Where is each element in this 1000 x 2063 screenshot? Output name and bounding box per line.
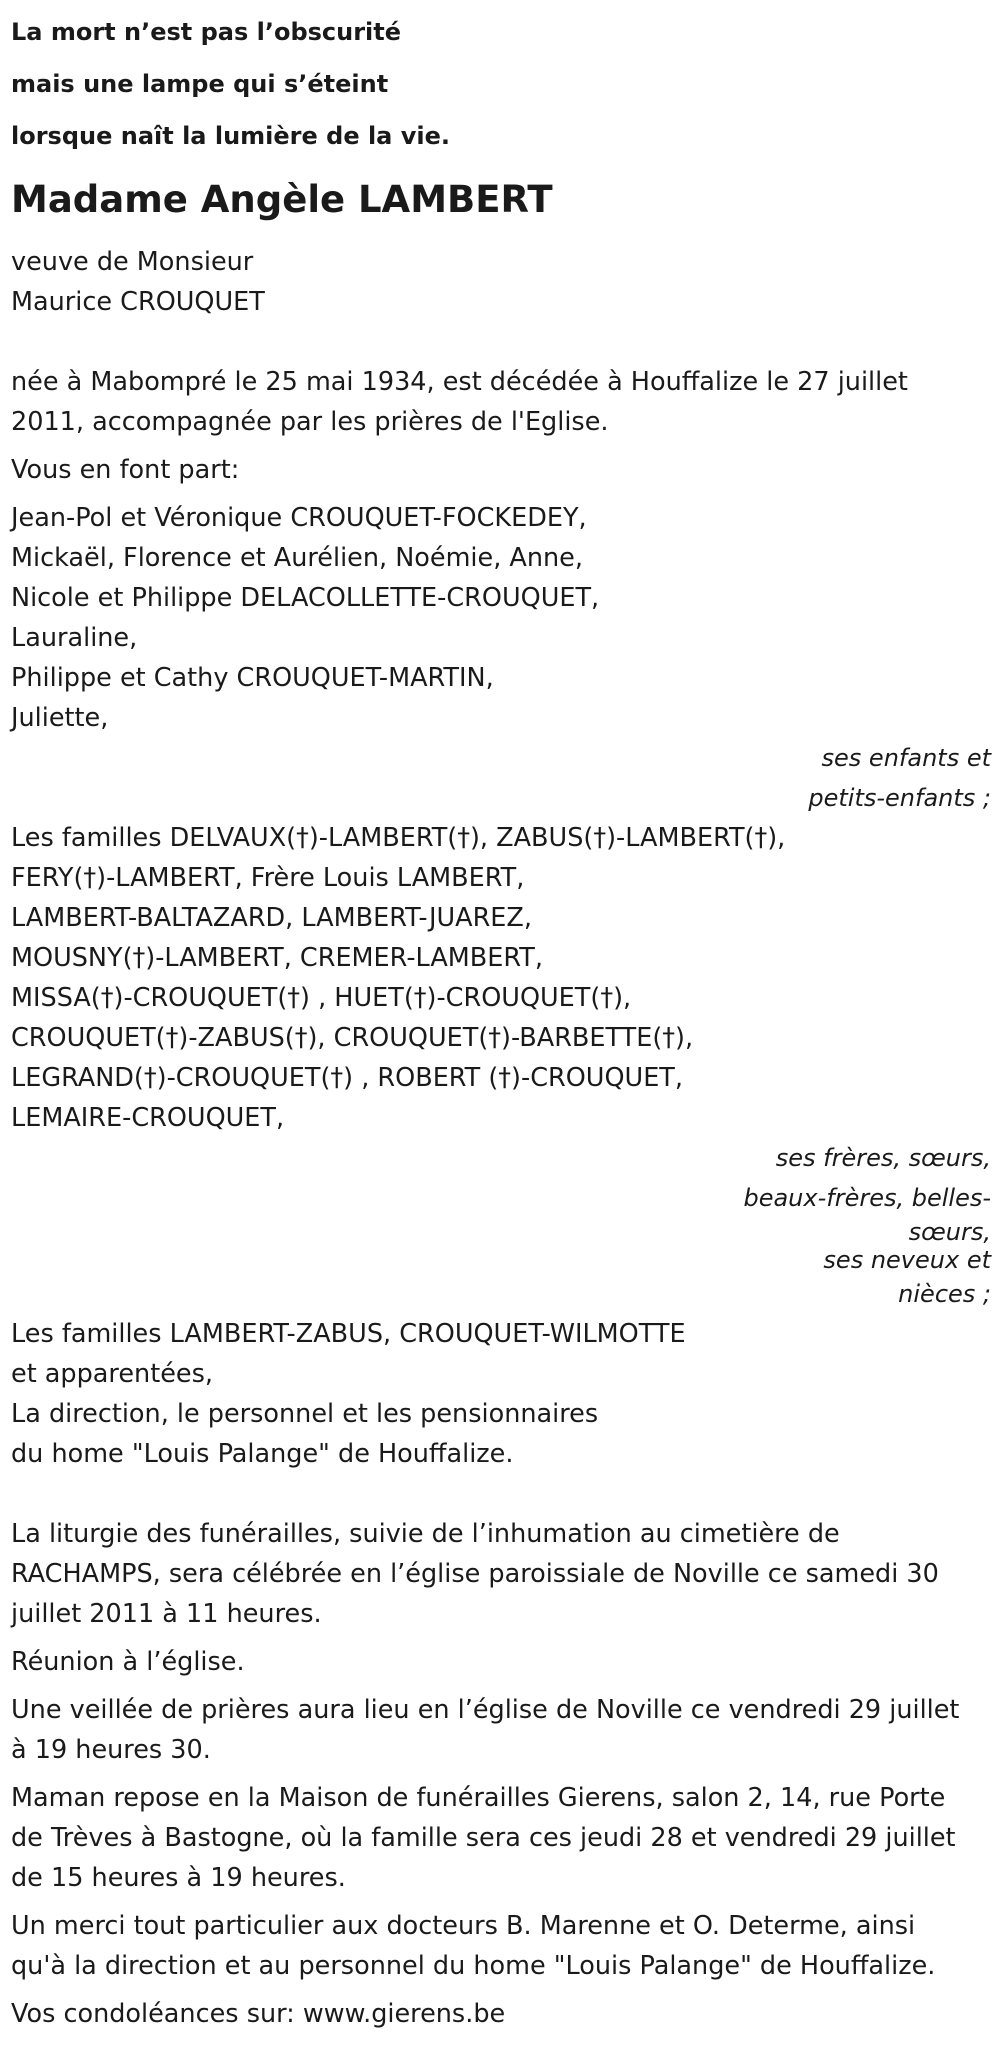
list-item: LAMBERT-BALTAZARD, LAMBERT-JUAREZ, — [11, 903, 532, 933]
poem-line: mais une lampe qui s’éteint — [11, 70, 389, 98]
birth-death-paragraph — [11, 362, 991, 442]
text-line: de Trèves à Bastogne, où la famille sera ces jeudi 28 et vendredi 29 juillet — [11, 1823, 956, 1853]
list-item: CROUQUET(†)-ZABUS(†), CROUQUET(†)-BARBETTE(†), — [11, 1023, 694, 1053]
obituary-notice — [11, 0, 991, 2034]
condolences-line: Vos condoléances sur: www.gierens.be — [11, 1999, 506, 2029]
list-item: MOUSNY(†)-LAMBERT, CREMER-LAMBERT, — [11, 943, 543, 973]
list-item: Jean-Pol et Véronique CROUQUET-FOCKEDEY, — [11, 503, 587, 533]
opening-poem — [11, 6, 991, 162]
role-line: petits-enfants ; — [808, 784, 991, 812]
list-item: Les familles LAMBERT-ZABUS, CROUQUET-WILMOTTE — [11, 1319, 686, 1349]
meeting-note: Réunion à l’église. — [11, 1647, 245, 1677]
nephews-role — [11, 1246, 991, 1314]
text-line: née à Mabompré le 25 mai 1934, est décédée à Houffalize le 27 juillet — [11, 367, 908, 397]
list-item: Nicole et Philippe DELACOLLETTE-CROUQUET, — [11, 583, 600, 613]
role-line: ses frères, sœurs, — [775, 1144, 991, 1172]
poem-line: La mort n’est pas l’obscurité — [11, 18, 402, 46]
siblings-role — [11, 1138, 991, 1246]
text-line: Maurice CROUQUET — [11, 287, 265, 317]
list-item: et apparentées, — [11, 1359, 213, 1389]
text-line: RACHAMPS, sera célébrée en l’église paroissiale de Noville ce samedi 30 — [11, 1559, 939, 1589]
others-list — [11, 1314, 991, 1474]
rest-paragraph — [11, 1778, 991, 1898]
children-role — [11, 738, 991, 818]
role-line: ses neveux et — [823, 1246, 991, 1274]
role-line: ses enfants et — [821, 744, 991, 772]
text-line: qu'à la direction et au personnel du home "Louis Palange" de Houffalize. — [11, 1951, 936, 1981]
text-line: juillet 2011 à 11 heures. — [11, 1599, 322, 1629]
deceased-name: Madame Angèle LAMBERT — [11, 178, 553, 221]
text-line: veuve de Monsieur — [11, 247, 254, 277]
text-line: Une veillée de prières aura lieu en l’église de Noville ce vendredi 29 juillet — [11, 1695, 960, 1725]
list-item: Lauraline, — [11, 623, 138, 653]
text-line: de 15 heures à 19 heures. — [11, 1863, 346, 1893]
role-line: beaux-frères, belles- — [743, 1184, 991, 1212]
role-line: nièces ; — [898, 1280, 991, 1308]
vigil-paragraph — [11, 1690, 991, 1770]
text-line: à 19 heures 30. — [11, 1735, 211, 1765]
list-item: Philippe et Cathy CROUQUET-MARTIN, — [11, 663, 494, 693]
list-item: Les familles DELVAUX(†)-LAMBERT(†), ZABUS(†)-LAMBERT(†), — [11, 823, 786, 853]
list-item: MISSA(†)-CROUQUET(†) , HUET(†)-CROUQUET(†), — [11, 983, 632, 1013]
list-item: LEMAIRE-CROUQUET, — [11, 1103, 285, 1133]
widow-of — [11, 242, 991, 322]
children-list — [11, 498, 991, 738]
funeral-paragraph — [11, 1514, 991, 1634]
role-line: sœurs, — [908, 1218, 991, 1246]
list-item: FERY(†)-LAMBERT, Frère Louis LAMBERT, — [11, 863, 525, 893]
announcement: Vous en font part: — [11, 455, 240, 485]
list-item: Mickaël, Florence et Aurélien, Noémie, Anne, — [11, 543, 583, 573]
text-line: 2011, accompagnée par les prières de l'Eglise. — [11, 407, 609, 437]
text-line: La liturgie des funérailles, suivie de l’inhumation au cimetière de — [11, 1519, 840, 1549]
list-item: LEGRAND(†)-CROUQUET(†) , ROBERT (†)-CROUQUET, — [11, 1063, 683, 1093]
list-item: La direction, le personnel et les pensionnaires — [11, 1399, 599, 1429]
families-list — [11, 818, 991, 1138]
list-item: Juliette, — [11, 703, 109, 733]
text-line: Maman repose en la Maison de funérailles Gierens, salon 2, 14, rue Porte — [11, 1783, 946, 1813]
poem-line: lorsque naît la lumière de la vie. — [11, 122, 450, 150]
list-item: du home "Louis Palange" de Houffalize. — [11, 1439, 514, 1469]
text-line: Un merci tout particulier aux docteurs B. Marenne et O. Determe, ainsi — [11, 1911, 916, 1941]
thanks-paragraph — [11, 1906, 991, 1986]
